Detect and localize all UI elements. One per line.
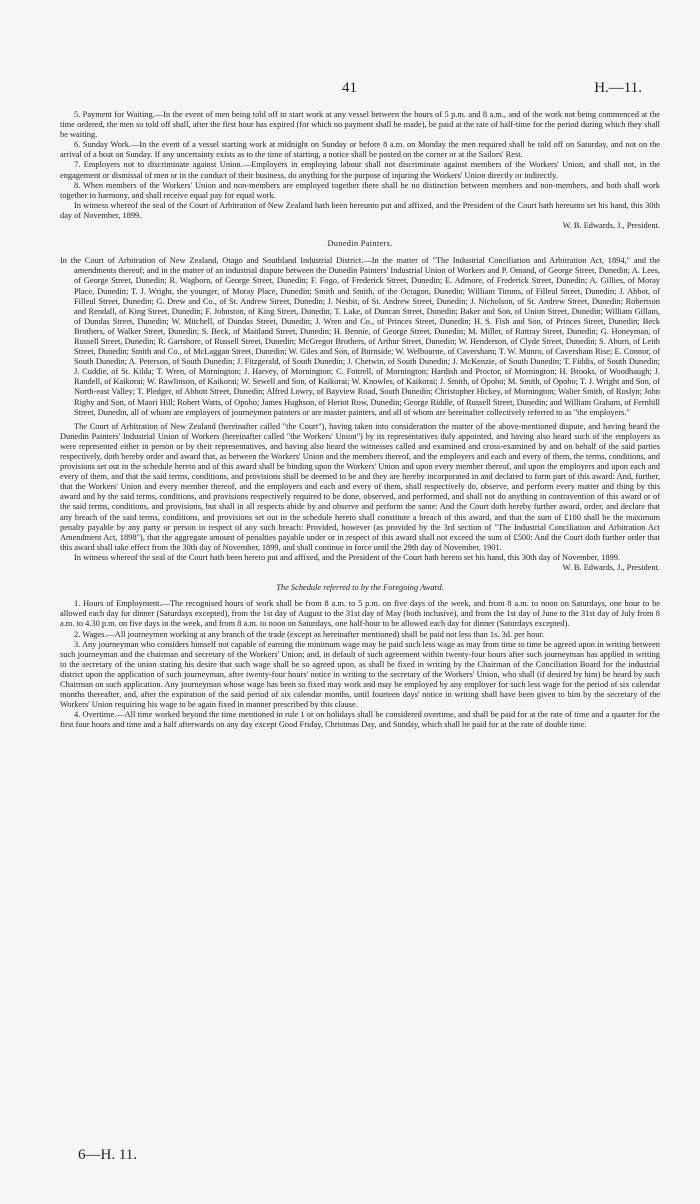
clause-paragraph: 6. Sunday Work.—In the event of a vessel starting work at midnight on Sunday or before 8 a.m. on Monday the men required shall be told off on Saturday, and not on the arrival of a boat on Sunday. If any uncertainty exists as to the time of starting, a notice shall be posted on the corner or at the Sailors' Rest.: [60, 140, 660, 160]
document-reference: H.—11.: [594, 80, 642, 96]
schedule-item: 3. Any journeyman who considers himself not capable of earning the minimum wage may be paid such less wage as may from time to time be agreed upon in writing between such journeyman and the chairman and secretary of the Workers' Union; and, in default of such agreement within twenty-four hours after such journeyman has applied in writing to the secretary of the union stating his desire that such wage shall be so agreed upon, as shall be fixed in writing by the Chairman of the Conciliation Board for the industrial district upon the application of such journeyman, after twenty-four hours' notice in writing to the secretary of the Workers' Union, who shall (if desired by him) be heard by such Chairman on such application. Any journeyman whose wage has been so fixed may work and may be employed by any employer for such less wage for the period of six calendar months thereafter, and, after the expiration of the said period of six calendar months, until fourteen days' notice in writing shall have been given to him by the secretary of the Workers' Union requiring his wage to be again fixed in manner prescribed by this clause.: [60, 639, 660, 710]
witness-paragraph: In witness whereof the seal of the Court of Arbitration of New Zealand hath been hereunto put and affixed, and the President of the Court hath hereunto set his hand, this 30th day of November, 1899.: [60, 200, 660, 220]
witness-paragraph: In witness whereof the seal of the Court hath been hereto put and affixed, and the President of the Court hath hereto set his hand, this 30th day of November, 1899.: [74, 552, 621, 562]
section-heading: Dunedin Painters.: [327, 239, 393, 249]
schedule-item: 2. Wages.—All journeymen working at any branch of the trade (except as hereinafter mentioned) shall be paid not less than 1s. 3d. per hour.: [74, 629, 544, 639]
schedule-item: 1. Hours of Employment.—The recognised hours of work shall be from 8 a.m. to 5 p.m. on five days of the week, and from 8 a.m. to noon on Saturdays, one hour to be allowed each day for dinner (Saturdays excepted), from the 1st day of August to the 31st day of May (both inclusive), and from the 1st day of June to the 31st day of July from 8 a.m. to 4.30 p.m. on five days in the week, and from 8 a.m. to noon on Saturdays, one half-hour to be allowed each day for dinner (Saturdays excepted).: [60, 599, 660, 629]
schedule-title: The Schedule referred to by the Foregoing Award.: [276, 583, 444, 593]
signature: W. B. Edwards, J., President.: [562, 221, 660, 231]
signature: W. B. Edwards, J., President.: [562, 563, 660, 573]
clause-paragraph: 7. Employers not to discriminate against Union.—Employers in employing labour shall not discriminate against members of the Workers' Union, and shall not, in the engagement or dismissal of men or in the conduct of their business, do anything for the purpose of injuring the Workers' Union directly or indirectly.: [60, 160, 660, 180]
clause-paragraph: 8. When members of the Workers' Union and non-members are employed together there shall be no distinction between members and non-members, and both shall work together in harmony, and shall receive equal pay for equal work.: [60, 180, 660, 200]
document-body: [60, 110, 660, 730]
parties-paragraph: In the Court of Arbitration of New Zealand, Otago and Southland Industrial District.—In the matter of "The Industrial Conciliation and Arbitration Act, 1894," and the amendments thereof; and in the matter of an industrial dispute between the Dunedin Painters' Industrial Union of Workers and P. Omand, of George Street, Dunedin; A. Lees, of George Street, Dunedin; R. Wagborn, of George Street, Dunedin; F. Fogo, of Frederick Street, Dunedin; E. Admore, of Frederick Street, Dunedin; A. Gillies, of Moray Place, Dunedin; T. J. Wright, the younger, of Moray Place, Dunedin; Smith and Smith, of the Octagon, Dunedin; William Timms, of Filleul Street, Dunedin; J. Abbot, of Filleul Street, Dunedin; G. Drew and Co., of St. Andrew Street, Dunedin; J. Nesbit, of St. Andrew Street, Dunedin; J. Nicholson, of St. Andrew Street, Dunedin; Robertson and Rendall, of King Street, Dunedin; F. Johnston, of King Street, Dunedin; T. Lake, of Duncan Street, Dunedin; Baker and Son, of Union Street, Dunedin; William Gillam, of Dundas Street, Dunedin; W. Mitchell, of Dundas Street, Dunedin; J. Wren and Co., of Princes Street, Dunedin; H. S. Fish and Son, of Princes Street, Dunedin; Beck Brothers, of Walker Street, Dunedin; S. Beck, of Maitland Street, Dunedin; H. Bennie, of George Street, Dunedin; M. Miller, of Rattray Street, Dunedin; G. Honeyman, of Russell Street, Dunedin; R. Gartshore, of Russell Street, Dunedin; McGregor Brothers, of Arthur Street, Dunedin; W. Henderson, of Clyde Street, Dunedin; S. Aburn, of Leith Street, Dunedin; Smith and Co., of McLaggan Street, Dunedin; W. Giles and Son, of Burnside; W. Welbourne, of Caversham; T. W. Munro, of Caversham Rise; E. Connor, of South Dunedin; A. Peterson, of South Dunedin; J. Fitzgerald, of South Dunedin; J. Chetwin, of South Dunedin; J. McKenzie, of South Dunedin; T. Fiddis, of South Dunedin; J. Cuddie, of St. Kilda; T. Wren, of Mornington; J. Harvey, of Mornington; C. Fottrell, of Mornington; Hardish and Proctor, of Mornington; H. Brooks, of Woodhaugh; J. Randell, of Kaikorai; W. Rawlinson, of Kaikorai; W. Sewell and Son, of Kaikorai; W. Knowles, of Kaikorai; J. Smith, of Opoho; M. Smith, of Opoho; T. J. Wright and Son, of North-east Valley; T. Pledger, of Abbott Street, Dunedin; Alfred Lowry, of Bayview Road, South Dunedin; Christopher Hickey, of Mornington; Walter Smith, of Roslyn; John Rigby and Son, of Maori Hill; Robert Watts, of Opoho; James Hughson, of Heriot Row, Dunedin; George Riddle, of Russell Street, Dunedin; and William Graham, of Fernhill Street, Dunedin, all of whom are employers of journeymen painters or are master painters, and all of whom are hereinafter collectively referred to as "the employers.": [60, 256, 660, 417]
page-footer: 6—H. 11.: [78, 1147, 138, 1163]
page-number: 41: [342, 80, 357, 96]
award-paragraph: The Court of Arbitration of New Zealand (hereinafter called "the Court"), having taken into consideration the matter of the above-mentioned dispute, and having heard the Dunedin Painters' Industrial Union of Workers (hereinafter called "the Workers' Union") by its representatives duly appointed, and having also heard such of the employers as were represented either in person or by their representatives, and having also heard the witnesses called and examined and cross-examined by and on behalf of the said parties respectively, doth hereby order and award that, as between the Workers' Union and the members thereof, and the employers and each and every of them, the terms, conditions, and provisions set out in the schedule hereto and of this award shall be binding upon the Workers' Union and upon every member thereof, and upon the employers and upon each and every of them, and that the said terms, conditions, and provisions shall be deemed to be and they are hereby incorporated in and declared to form part of this award: And, further, that the Workers' Union and every member thereof, and the employers and each and every of them, shall respectively do, observe, and perform every matter and thing by this award and by the said terms, conditions, and provisions respectively required to be done, observed, and performed, and shall not do anything in contravention of this award or of the said terms, conditions, and provisions, but shall in all respects abide by and observe and perform the same: And the Court doth hereby further award, order, and declare that any breach of the said terms, conditions, and provisions set out in the schedule hereto shall constitute a breach of this award, and that the sum of £100 shall be the maximum penalty payable by any party or person in respect of any such breach: Provided, however (as provided by the 3rd section of "The Industrial Conciliation and Arbitration Act Amendment Act, 1898"), that the aggregate amount of penalties payable under or in respect of this award shall not exceed the sum of £500: And the Court doth further order that this award shall take effect from the 30th day of November, 1899, and shall continue in force until the 29th day of November, 1901.: [60, 421, 660, 552]
schedule-item: 4. Overtime.—All time worked beyond the time mentioned in rule 1 or on holidays shall be considered overtime, and shall be paid for at the rate of time and a quarter for the first four hours and time and a half afterwards on any day except Good Friday, Christmas Day, and Sunday, which shall be paid for at the rate of double time.: [60, 710, 660, 730]
clause-paragraph: 5. Payment for Waiting.—In the event of men being told off to start work at any vessel between the hours of 5 p.m. and 8 a.m., and of the work not being commenced at the time ordered, the men so told off shall, after the first hour has expired (for which no payment shall be made), be paid at the rate of half-time for the period during which they shall be waiting.: [60, 110, 660, 140]
